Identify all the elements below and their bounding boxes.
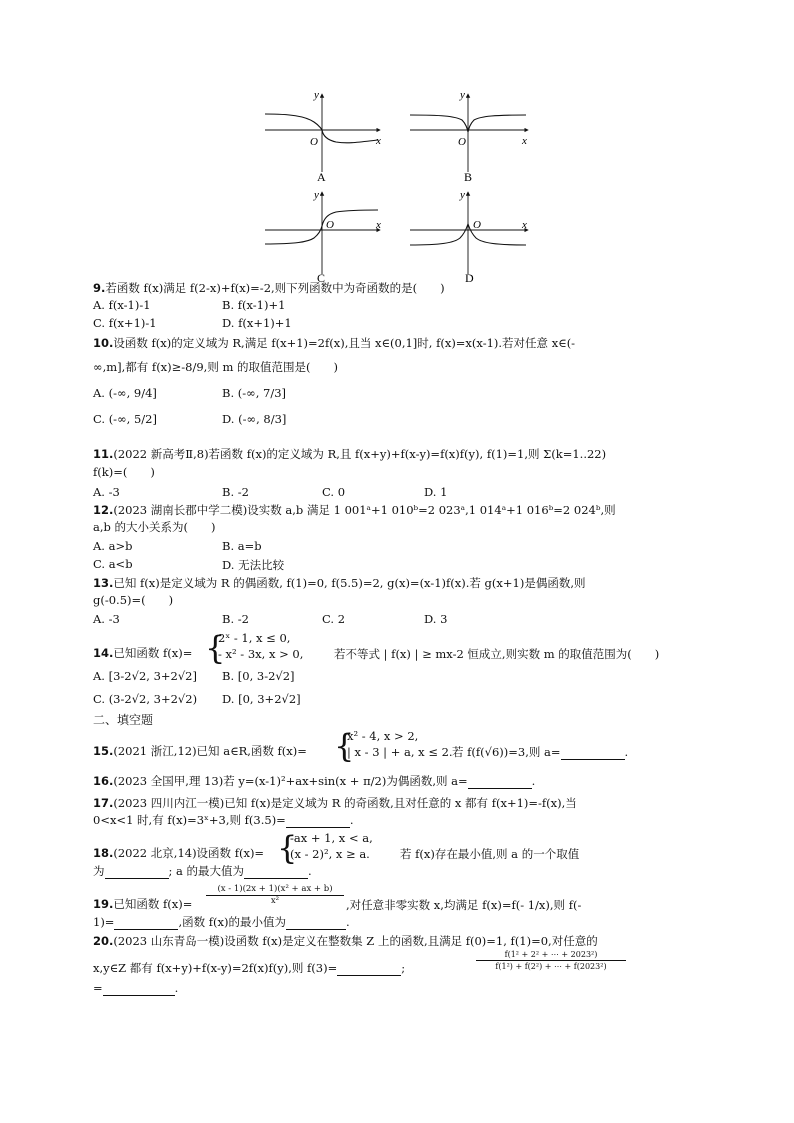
fraction-numerator: (x - 1)(2x + 1)(x² + ax + b) bbox=[206, 884, 344, 896]
piecewise-case-2: - x² - 3x, x > 0, bbox=[218, 647, 304, 661]
brace: { bbox=[334, 727, 355, 765]
question-number: 11. bbox=[93, 447, 114, 461]
option-a: A. -3 bbox=[93, 485, 120, 499]
answer-blank-1[interactable] bbox=[114, 918, 178, 930]
answer-blank-2[interactable] bbox=[286, 918, 346, 930]
answer-blank[interactable] bbox=[286, 816, 350, 828]
question-20-line2: x,y∈Z 都有 f(x+y)+f(x-y)=2f(x)f(y),则 f(3)= ; bbox=[93, 961, 406, 975]
option-d: D. 3 bbox=[424, 612, 448, 626]
fraction bbox=[206, 884, 344, 907]
graph-a bbox=[265, 89, 381, 172]
piecewise-case-2: (x - 2)², x ≥ a. bbox=[290, 847, 370, 861]
piecewise-case-1: -ax + 1, x < a, bbox=[290, 831, 373, 845]
question-stem: (2022 北京,14)设函数 f(x)= bbox=[113, 846, 265, 860]
question-stem: (2023 四川内江一模)已知 f(x)是定义域为 R 的奇函数,且对任意的 x 都有 f(x+1)=-f(x),当 bbox=[113, 796, 577, 810]
question-stem-mid: ,对任意非零实数 x,均满足 f(x)=f(- 1/x),则 f(- bbox=[346, 898, 582, 912]
option-d: D. f(x+1)+1 bbox=[222, 316, 292, 330]
question-11 bbox=[93, 447, 713, 462]
question-stem-post: 若 f(x)存在最小值,则 a 的一个取值 bbox=[400, 847, 580, 861]
question-19-line2: 1)= ,函数 f(x)的最小值为 . bbox=[93, 915, 350, 929]
question-number: 19. bbox=[93, 897, 114, 911]
graph-figure bbox=[260, 88, 540, 284]
x-axis-label: x bbox=[376, 135, 381, 147]
brace: { bbox=[205, 629, 226, 667]
graph-d bbox=[410, 189, 528, 274]
y-axis-label: y bbox=[314, 189, 319, 201]
question-20-line3: = . bbox=[93, 981, 179, 995]
y-axis-label: y bbox=[460, 89, 465, 101]
question-stem: 设函数 f(x)的定义域为 R,满足 f(x+1)=2f(x),且当 x∈(0,1]时, f(x)=x(x-1).若对任意 x∈(- bbox=[113, 336, 576, 350]
section-title: 二、填空题 bbox=[93, 713, 154, 727]
question-number: 9. bbox=[93, 281, 106, 295]
answer-blank[interactable] bbox=[561, 748, 625, 760]
question-stem: 已知函数 f(x)= bbox=[113, 646, 193, 660]
option-a: A. [3-2√2, 3+2√2] bbox=[93, 669, 197, 683]
question-stem-line2: ∞,m],都有 f(x)≥-8/9,则 m 的取值范围是( ) bbox=[93, 360, 339, 374]
question-number: 14. bbox=[93, 646, 114, 660]
graph-d-caption: D bbox=[465, 271, 474, 284]
y-axis-label: y bbox=[460, 189, 465, 201]
question-number: 13. bbox=[93, 576, 114, 590]
option-c: C. 0 bbox=[322, 485, 346, 499]
question-10 bbox=[93, 336, 713, 351]
question-13 bbox=[93, 576, 713, 591]
fraction-denominator: x² bbox=[270, 896, 280, 906]
graph-options bbox=[260, 88, 540, 284]
question-stem: (2023 湖南长郡中学二模)设实数 a,b 满足 1 001ᵃ+1 010ᵇ=2 023ᵃ,1 014ᵃ+1 016ᵇ=2 024ᵇ,则 bbox=[113, 503, 616, 517]
option-d: D. 1 bbox=[424, 485, 448, 499]
question-number: 10. bbox=[93, 336, 114, 350]
question-stem-line2: a,b 的大小关系为( ) bbox=[93, 520, 216, 534]
question-number: 18. bbox=[93, 846, 114, 860]
option-b: B. f(x-1)+1 bbox=[222, 298, 286, 312]
graph-a-caption: A bbox=[317, 170, 326, 184]
brace: { bbox=[277, 829, 298, 867]
option-b: B. -2 bbox=[222, 612, 249, 626]
question-number: 20. bbox=[93, 934, 114, 948]
question-number: 16. bbox=[93, 774, 114, 788]
question-stem: (2023 全国甲,理 13)若 y=(x-1)²+ax+sin(x + π/2)为偶函数,则 a= bbox=[113, 774, 468, 788]
option-a: A. (-∞, 9/4] bbox=[93, 386, 157, 400]
question-number: 17. bbox=[93, 796, 114, 810]
x-axis-label: x bbox=[376, 219, 381, 231]
graph-b-caption: B bbox=[464, 170, 473, 184]
question-12 bbox=[93, 503, 713, 518]
option-b: B. -2 bbox=[222, 485, 249, 499]
answer-blank[interactable] bbox=[468, 777, 532, 789]
option-d: D. 无法比较 bbox=[222, 558, 285, 572]
option-b: B. (-∞, 7/3] bbox=[222, 386, 287, 400]
question-stem-line2: f(k)=( ) bbox=[93, 465, 155, 479]
question-9 bbox=[93, 281, 713, 296]
graph-c bbox=[265, 189, 381, 274]
origin-label: O bbox=[326, 219, 334, 231]
question-stem: (2021 浙江,12)已知 a∈R,函数 f(x)= bbox=[113, 744, 307, 758]
question-stem: (2022 新高考Ⅱ,8)若函数 f(x)的定义域为 R,且 f(x+y)+f(x-y)=f(x)f(y), f(1)=1,则 Σ(k=1..22) bbox=[113, 447, 607, 461]
question-stem: 已知 f(x)是定义域为 R 的偶函数, f(1)=0, f(5.5)=2, g(x)=(x-1)f(x).若 g(x+1)是偶函数,则 bbox=[113, 576, 586, 590]
question-stem: (2023 山东青岛一模)设函数 f(x)是定义在整数集 Z 上的函数,且满足 f(0)=1, f(1)=0,对任意的 bbox=[113, 934, 598, 948]
answer-blank-1[interactable] bbox=[105, 867, 169, 879]
graph-b bbox=[410, 89, 528, 172]
question-17 bbox=[93, 796, 713, 811]
option-a: A. f(x-1)-1 bbox=[93, 298, 151, 312]
y-axis-label: y bbox=[314, 89, 319, 101]
answer-blank-2[interactable] bbox=[244, 867, 308, 879]
x-axis-label: x bbox=[522, 135, 527, 147]
question-number: 12. bbox=[93, 503, 114, 517]
question-stem-post: 若 f(f(√6))=3,则 a= . bbox=[452, 745, 629, 759]
option-b: B. a=b bbox=[222, 539, 262, 553]
piecewise-case-2: | x - 3 | + a, x ≤ 2. bbox=[347, 745, 453, 759]
option-a: A. a>b bbox=[93, 539, 133, 553]
question-stem: 若函数 f(x)满足 f(2-x)+f(x)=-2,则下列函数中为奇函数的是( ) bbox=[105, 281, 445, 295]
fraction bbox=[476, 949, 626, 972]
question-number: 15. bbox=[93, 744, 114, 758]
x-axis-label: x bbox=[522, 219, 527, 231]
answer-blank-1[interactable] bbox=[337, 964, 401, 976]
piecewise-case-1: x² - 4, x > 2, bbox=[347, 729, 419, 743]
option-c: C. 2 bbox=[322, 612, 346, 626]
origin-label: O bbox=[458, 136, 466, 148]
option-d: D. (-∞, 8/3] bbox=[222, 412, 287, 426]
option-c: C. a<b bbox=[93, 557, 133, 571]
option-c: C. (-∞, 5/2] bbox=[93, 412, 157, 426]
option-c: C. f(x+1)-1 bbox=[93, 316, 157, 330]
answer-blank-2[interactable] bbox=[103, 984, 175, 996]
question-17-line2: 0<x<1 时,有 f(x)=3ˣ+3,则 f(3.5)= . bbox=[93, 813, 354, 827]
question-16: 16.(2023 全国甲,理 13)若 y=(x-1)²+ax+sin(x + π/2)为偶函数,则 a= . bbox=[93, 774, 536, 788]
question-stem-post: 若不等式 | f(x) | ≥ mx-2 恒成立,则实数 m 的取值范围为( ) bbox=[334, 647, 660, 661]
question-18-line2: 为 ; a 的最大值为 . bbox=[93, 864, 312, 878]
option-d: D. [0, 3+2√2] bbox=[222, 692, 301, 706]
option-c: C. (3-2√2, 3+2√2) bbox=[93, 692, 198, 706]
option-b: B. [0, 3-2√2] bbox=[222, 669, 295, 683]
graph-c-caption: C bbox=[317, 271, 326, 284]
question-20 bbox=[93, 934, 713, 949]
origin-label: O bbox=[473, 219, 481, 231]
question-stem: 已知函数 f(x)= bbox=[113, 897, 193, 911]
question-stem-line2: g(-0.5)=( ) bbox=[93, 593, 174, 607]
fraction-numerator: f(1² + 2² + ⋯ + 2023²) bbox=[476, 949, 626, 961]
fraction-denominator: f(1²) + f(2²) + ⋯ + f(2023²) bbox=[495, 962, 607, 971]
origin-label: O bbox=[310, 136, 318, 148]
piecewise-case-1: 2ˣ - 1, x ≤ 0, bbox=[218, 631, 291, 645]
option-a: A. -3 bbox=[93, 612, 120, 626]
